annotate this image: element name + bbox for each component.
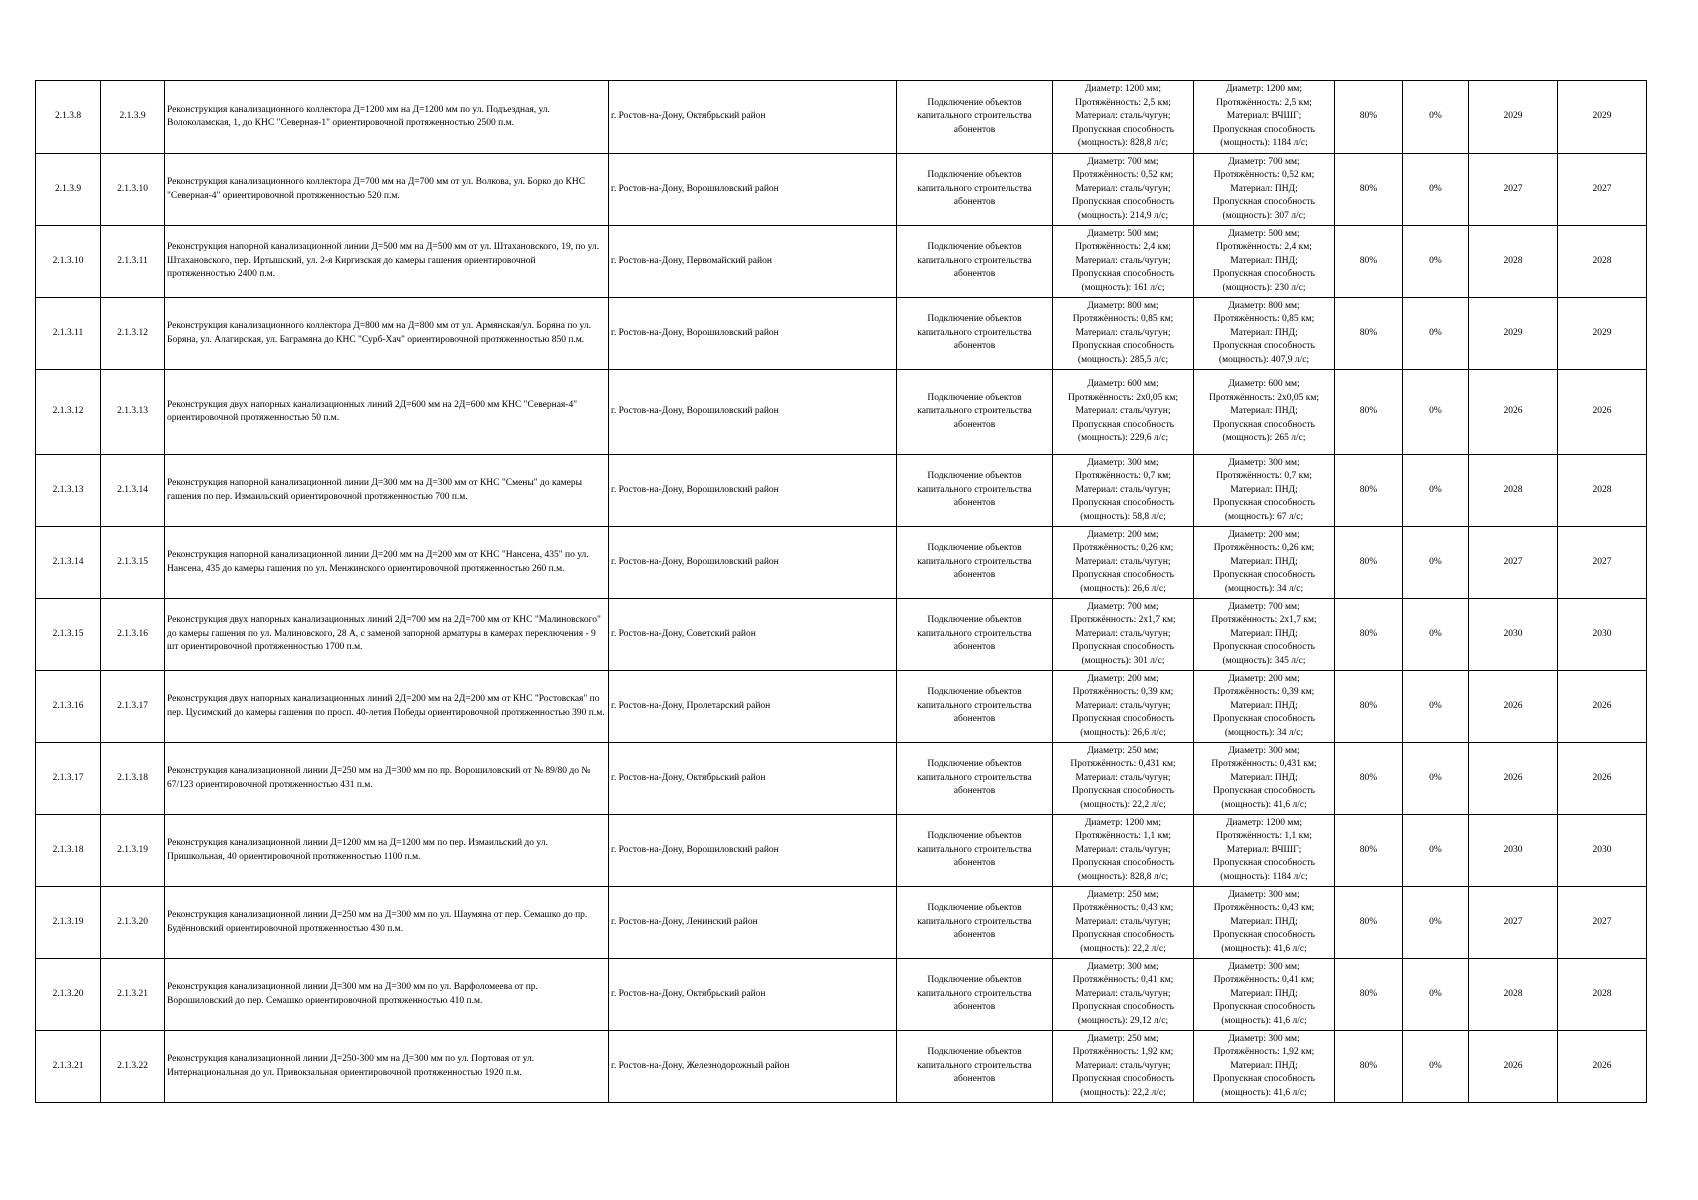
row-number-new: 2.1.3.21 [101, 959, 165, 1031]
project-purpose: Подключение объектов капитального строительства абонентов [897, 599, 1053, 671]
table-row [36, 527, 1647, 599]
project-name: Реконструкция канализационного коллектора Д=800 мм на Д=800 мм от ул. Армянская/ул. Боряна по ул. Боряна, ул. Алагирская, ул. Баграмяна до КНС "Сурб-Хач" ориентировочной протяженностью 850 п.м. [165, 298, 609, 370]
project-purpose: Подключение объектов капитального строительства абонентов [897, 815, 1053, 887]
project-location: г. Ростов-на-Дону, Ворошиловский район [609, 154, 897, 226]
wear-before: 80% [1335, 226, 1403, 298]
specs-after: Диаметр: 500 мм; Протяжённость: 2,4 км; Материал: ПНД; Пропускная способность (мощность): 230 л/с; [1194, 226, 1335, 298]
wear-before: 80% [1335, 154, 1403, 226]
table-body [36, 81, 1647, 1103]
specs-before: Диаметр: 600 мм; Протяжённость: 2х0,05 км; Материал: сталь/чугун; Пропускная способность (мощность): 229,6 л/с; [1053, 370, 1194, 455]
project-location: г. Ростов-на-Дону, Октябрьский район [609, 81, 897, 154]
year-start: 2026 [1469, 370, 1558, 455]
specs-before: Диаметр: 800 мм; Протяжённость: 0,85 км; Материал: сталь/чугун; Пропускная способность (мощность): 285,5 л/с; [1053, 298, 1194, 370]
row-number-new: 2.1.3.14 [101, 455, 165, 527]
year-start: 2026 [1469, 671, 1558, 743]
project-purpose: Подключение объектов капитального строительства абонентов [897, 298, 1053, 370]
specs-before: Диаметр: 700 мм; Протяжённость: 2х1,7 км; Материал: сталь/чугун; Пропускная способность (мощность): 301 л/с; [1053, 599, 1194, 671]
year-start: 2027 [1469, 527, 1558, 599]
wear-before: 80% [1335, 671, 1403, 743]
row-number-old: 2.1.3.13 [36, 455, 101, 527]
project-name: Реконструкция двух напорных канализационных линий 2Д=700 мм на 2Д=700 мм от КНС "Малиновского" до камеры гашения по ул. Малиновского, 28 А, с заменой запорной арматуры в камерах переключения - 9 шт ориентировочной протяженностью 1700 п.м. [165, 599, 609, 671]
year-end: 2029 [1558, 298, 1647, 370]
year-end: 2027 [1558, 154, 1647, 226]
row-number-new: 2.1.3.16 [101, 599, 165, 671]
project-location: г. Ростов-на-Дону, Советский район [609, 599, 897, 671]
row-number-new: 2.1.3.20 [101, 887, 165, 959]
specs-after: Диаметр: 1200 мм; Протяжённость: 2,5 км; Материал: ВЧШГ; Пропускная способность (мощность): 1184 л/с; [1194, 81, 1335, 154]
wear-before: 80% [1335, 959, 1403, 1031]
specs-after: Диаметр: 300 мм; Протяжённость: 0,7 км; Материал: ПНД; Пропускная способность (мощность): 67 л/с; [1194, 455, 1335, 527]
table-row [36, 599, 1647, 671]
year-start: 2027 [1469, 154, 1558, 226]
specs-before: Диаметр: 250 мм; Протяжённость: 0,43 км; Материал: сталь/чугун; Пропускная способность (мощность): 22,2 л/с; [1053, 887, 1194, 959]
row-number-new: 2.1.3.15 [101, 527, 165, 599]
specs-before: Диаметр: 250 мм; Протяжённость: 1,92 км; Материал: сталь/чугун; Пропускная способность (мощность): 22,2 л/с; [1053, 1031, 1194, 1103]
wear-after: 0% [1403, 370, 1469, 455]
specs-after: Диаметр: 800 мм; Протяжённость: 0,85 км; Материал: ПНД; Пропускная способность (мощность): 407,9 л/с; [1194, 298, 1335, 370]
year-start: 2028 [1469, 959, 1558, 1031]
year-end: 2026 [1558, 743, 1647, 815]
specs-before: Диаметр: 200 мм; Протяжённость: 0,39 км; Материал: сталь/чугун; Пропускная способность (мощность): 26,6 л/с; [1053, 671, 1194, 743]
row-number-new: 2.1.3.17 [101, 671, 165, 743]
wear-after: 0% [1403, 154, 1469, 226]
project-purpose: Подключение объектов капитального строительства абонентов [897, 959, 1053, 1031]
wear-before: 80% [1335, 298, 1403, 370]
project-name: Реконструкция канализационного коллектора Д=1200 мм на Д=1200 мм по ул. Подъездная, ул. Волоколамская, 1, до КНС "Северная-1" ориентировочной протяженностью 2500 п.м. [165, 81, 609, 154]
specs-before: Диаметр: 1200 мм; Протяжённость: 2,5 км; Материал: сталь/чугун; Пропускная способность (мощность): 828,8 л/с; [1053, 81, 1194, 154]
specs-before: Диаметр: 500 мм; Протяжённость: 2,4 км; Материал: сталь/чугун; Пропускная способность (мощность): 161 л/с; [1053, 226, 1194, 298]
specs-before: Диаметр: 250 мм; Протяжённость: 0,431 км; Материал: сталь/чугун; Пропускная способность (мощность): 22,2 л/с; [1053, 743, 1194, 815]
table-row [36, 298, 1647, 370]
project-location: г. Ростов-на-Дону, Ворошиловский район [609, 455, 897, 527]
project-purpose: Подключение объектов капитального строительства абонентов [897, 527, 1053, 599]
project-purpose: Подключение объектов капитального строительства абонентов [897, 743, 1053, 815]
wear-before: 80% [1335, 370, 1403, 455]
wear-before: 80% [1335, 815, 1403, 887]
project-purpose: Подключение объектов капитального строительства абонентов [897, 455, 1053, 527]
specs-after: Диаметр: 1200 мм; Протяжённость: 1,1 км; Материал: ВЧШГ; Пропускная способность (мощность): 1184 л/с; [1194, 815, 1335, 887]
row-number-old: 2.1.3.21 [36, 1031, 101, 1103]
specs-before: Диаметр: 700 мм; Протяжённость: 0,52 км; Материал: сталь/чугун; Пропускная способность (мощность): 214,9 л/с; [1053, 154, 1194, 226]
table-row [36, 226, 1647, 298]
row-number-new: 2.1.3.9 [101, 81, 165, 154]
row-number-old: 2.1.3.9 [36, 154, 101, 226]
project-location: г. Ростов-на-Дону, Первомайский район [609, 226, 897, 298]
wear-after: 0% [1403, 298, 1469, 370]
row-number-old: 2.1.3.17 [36, 743, 101, 815]
wear-before: 80% [1335, 527, 1403, 599]
specs-after: Диаметр: 300 мм; Протяжённость: 0,43 км; Материал: ПНД; Пропускная способность (мощность): 41,6 л/с; [1194, 887, 1335, 959]
row-number-old: 2.1.3.14 [36, 527, 101, 599]
row-number-new: 2.1.3.11 [101, 226, 165, 298]
project-name: Реконструкция канализационной линии Д=300 мм на Д=300 мм по ул. Варфоломеева от пр. Ворошиловский до пер. Семашко ориентировочной протяженностью 410 п.м. [165, 959, 609, 1031]
table-row [36, 370, 1647, 455]
row-number-old: 2.1.3.16 [36, 671, 101, 743]
specs-after: Диаметр: 700 мм; Протяжённость: 0,52 км; Материал: ПНД; Пропускная способность (мощность): 307 л/с; [1194, 154, 1335, 226]
row-number-new: 2.1.3.19 [101, 815, 165, 887]
row-number-old: 2.1.3.15 [36, 599, 101, 671]
row-number-new: 2.1.3.18 [101, 743, 165, 815]
year-start: 2028 [1469, 455, 1558, 527]
project-purpose: Подключение объектов капитального строительства абонентов [897, 671, 1053, 743]
project-name: Реконструкция канализационной линии Д=1200 мм на Д=1200 мм по пер. Измаильский до ул. Пришкольная, 40 ориентировочной протяженностью 1100 п.м. [165, 815, 609, 887]
year-start: 2030 [1469, 815, 1558, 887]
wear-after: 0% [1403, 815, 1469, 887]
row-number-old: 2.1.3.18 [36, 815, 101, 887]
year-end: 2026 [1558, 671, 1647, 743]
project-purpose: Подключение объектов капитального строительства абонентов [897, 370, 1053, 455]
specs-after: Диаметр: 600 мм; Протяжённость: 2х0,05 км; Материал: ПНД; Пропускная способность (мощность): 265 л/с; [1194, 370, 1335, 455]
project-location: г. Ростов-на-Дону, Железнодорожный район [609, 1031, 897, 1103]
project-location: г. Ростов-на-Дону, Октябрьский район [609, 743, 897, 815]
year-start: 2029 [1469, 81, 1558, 154]
project-purpose: Подключение объектов капитального строительства абонентов [897, 81, 1053, 154]
year-end: 2028 [1558, 455, 1647, 527]
table-row [36, 154, 1647, 226]
specs-after: Диаметр: 300 мм; Протяжённость: 0,41 км; Материал: ПНД; Пропускная способность (мощность): 41,6 л/с; [1194, 959, 1335, 1031]
project-name: Реконструкция канализационной линии Д=250-300 мм на Д=300 мм по ул. Портовая от ул. Интернациональная до ул. Привокзальная ориентировочной протяженностью 1920 п.м. [165, 1031, 609, 1103]
project-purpose: Подключение объектов капитального строительства абонентов [897, 1031, 1053, 1103]
project-location: г. Ростов-на-Дону, Ворошиловский район [609, 298, 897, 370]
row-number-old: 2.1.3.12 [36, 370, 101, 455]
row-number-old: 2.1.3.20 [36, 959, 101, 1031]
specs-before: Диаметр: 300 мм; Протяжённость: 0,41 км; Материал: сталь/чугун; Пропускная способность (мощность): 29,12 л/с; [1053, 959, 1194, 1031]
specs-before: Диаметр: 200 мм; Протяжённость: 0,26 км; Материал: сталь/чугун; Пропускная способность (мощность): 26,6 л/с; [1053, 527, 1194, 599]
year-end: 2027 [1558, 527, 1647, 599]
wear-after: 0% [1403, 527, 1469, 599]
investment-program-table [35, 80, 1647, 1103]
table-row [36, 959, 1647, 1031]
project-name: Реконструкция канализационной линии Д=250 мм на Д=300 мм по пр. Ворошиловский от № 89/80 до № 67/123 ориентировочной протяженностью 431 п.м. [165, 743, 609, 815]
wear-before: 80% [1335, 455, 1403, 527]
wear-after: 0% [1403, 887, 1469, 959]
project-name: Реконструкция двух напорных канализационных линий 2Д=200 мм на 2Д=200 мм от КНС "Ростовская" по пер. Цусимский до камеры гашения по просп. 40-летия Победы ориентировочной протяженностью 390 п.м. [165, 671, 609, 743]
specs-after: Диаметр: 700 мм; Протяжённость: 2х1,7 км; Материал: ПНД; Пропускная способность (мощность): 345 л/с; [1194, 599, 1335, 671]
row-number-new: 2.1.3.22 [101, 1031, 165, 1103]
wear-after: 0% [1403, 226, 1469, 298]
table-row [36, 743, 1647, 815]
year-start: 2030 [1469, 599, 1558, 671]
table-row [36, 81, 1647, 154]
project-location: г. Ростов-на-Дону, Октябрьский район [609, 959, 897, 1031]
row-number-old: 2.1.3.19 [36, 887, 101, 959]
row-number-new: 2.1.3.10 [101, 154, 165, 226]
wear-after: 0% [1403, 81, 1469, 154]
year-end: 2029 [1558, 81, 1647, 154]
table-row [36, 815, 1647, 887]
row-number-old: 2.1.3.8 [36, 81, 101, 154]
table-row [36, 887, 1647, 959]
project-purpose: Подключение объектов капитального строительства абонентов [897, 887, 1053, 959]
year-end: 2026 [1558, 370, 1647, 455]
project-name: Реконструкция напорной канализационной линии Д=200 мм на Д=200 мм от КНС "Нансена, 435" по ул. Нансена, 435 до камеры гашения по ул. Менжинского ориентировочной протяженностью 260 п.м. [165, 527, 609, 599]
wear-after: 0% [1403, 743, 1469, 815]
wear-before: 80% [1335, 599, 1403, 671]
specs-after: Диаметр: 200 мм; Протяжённость: 0,39 км; Материал: ПНД; Пропускная способность (мощность): 34 л/с; [1194, 671, 1335, 743]
year-end: 2028 [1558, 226, 1647, 298]
year-start: 2026 [1469, 1031, 1558, 1103]
specs-after: Диаметр: 200 мм; Протяжённость: 0,26 км; Материал: ПНД; Пропускная способность (мощность): 34 л/с; [1194, 527, 1335, 599]
project-name: Реконструкция канализационной линии Д=250 мм на Д=300 мм по ул. Шаумяна от пер. Семашко до пр. Будённовский ориентировочной протяженностью 430 п.м. [165, 887, 609, 959]
row-number-new: 2.1.3.12 [101, 298, 165, 370]
year-end: 2026 [1558, 1031, 1647, 1103]
wear-after: 0% [1403, 671, 1469, 743]
wear-after: 0% [1403, 959, 1469, 1031]
year-start: 2028 [1469, 226, 1558, 298]
project-location: г. Ростов-на-Дону, Ленинский район [609, 887, 897, 959]
row-number-new: 2.1.3.13 [101, 370, 165, 455]
wear-after: 0% [1403, 599, 1469, 671]
wear-before: 80% [1335, 1031, 1403, 1103]
wear-after: 0% [1403, 455, 1469, 527]
year-start: 2027 [1469, 887, 1558, 959]
year-start: 2026 [1469, 743, 1558, 815]
document-page [35, 80, 1641, 1103]
project-location: г. Ростов-на-Дону, Пролетарский район [609, 671, 897, 743]
table-row [36, 455, 1647, 527]
project-name: Реконструкция напорной канализационной линии Д=500 мм на Д=500 мм от ул. Штахановского, 19, по ул. Штахановского, пер. Иртышский, ул. 2-я Киргизская до камеры гашения ориентировочной протяженностью 2400 п.м. [165, 226, 609, 298]
specs-before: Диаметр: 1200 мм; Протяжённость: 1,1 км; Материал: сталь/чугун; Пропускная способность (мощность): 828,8 л/с; [1053, 815, 1194, 887]
year-start: 2029 [1469, 298, 1558, 370]
project-purpose: Подключение объектов капитального строительства абонентов [897, 226, 1053, 298]
wear-after: 0% [1403, 1031, 1469, 1103]
project-location: г. Ростов-на-Дону, Ворошиловский район [609, 527, 897, 599]
wear-before: 80% [1335, 743, 1403, 815]
project-purpose: Подключение объектов капитального строительства абонентов [897, 154, 1053, 226]
specs-after: Диаметр: 300 мм; Протяжённость: 0,431 км; Материал: ПНД; Пропускная способность (мощность): 41,6 л/с; [1194, 743, 1335, 815]
year-end: 2027 [1558, 887, 1647, 959]
row-number-old: 2.1.3.11 [36, 298, 101, 370]
table-row [36, 671, 1647, 743]
wear-before: 80% [1335, 81, 1403, 154]
specs-before: Диаметр: 300 мм; Протяжённость: 0,7 км; Материал: сталь/чугун; Пропускная способность (мощность): 58,8 л/с; [1053, 455, 1194, 527]
table-row [36, 1031, 1647, 1103]
year-end: 2030 [1558, 815, 1647, 887]
wear-before: 80% [1335, 887, 1403, 959]
project-location: г. Ростов-на-Дону, Ворошиловский район [609, 370, 897, 455]
row-number-old: 2.1.3.10 [36, 226, 101, 298]
year-end: 2030 [1558, 599, 1647, 671]
specs-after: Диаметр: 300 мм; Протяжённость: 1,92 км; Материал: ПНД; Пропускная способность (мощность): 41,6 л/с; [1194, 1031, 1335, 1103]
year-end: 2028 [1558, 959, 1647, 1031]
project-name: Реконструкция напорной канализационной линии Д=300 мм на Д=300 мм от КНС "Смены" до камеры гашения по пер. Измаильский ориентировочной протяженностью 700 п.м. [165, 455, 609, 527]
project-name: Реконструкция канализационного коллектора Д=700 мм на Д=700 мм от ул. Волкова, ул. Борко до КНС "Северная-4" ориентировочной протяженностью 520 п.м. [165, 154, 609, 226]
project-name: Реконструкция двух напорных канализационных линий 2Д=600 мм на 2Д=600 мм КНС "Северная-4" ориентировочной протяженностью 50 п.м. [165, 370, 609, 455]
project-location: г. Ростов-на-Дону, Ворошиловский район [609, 815, 897, 887]
